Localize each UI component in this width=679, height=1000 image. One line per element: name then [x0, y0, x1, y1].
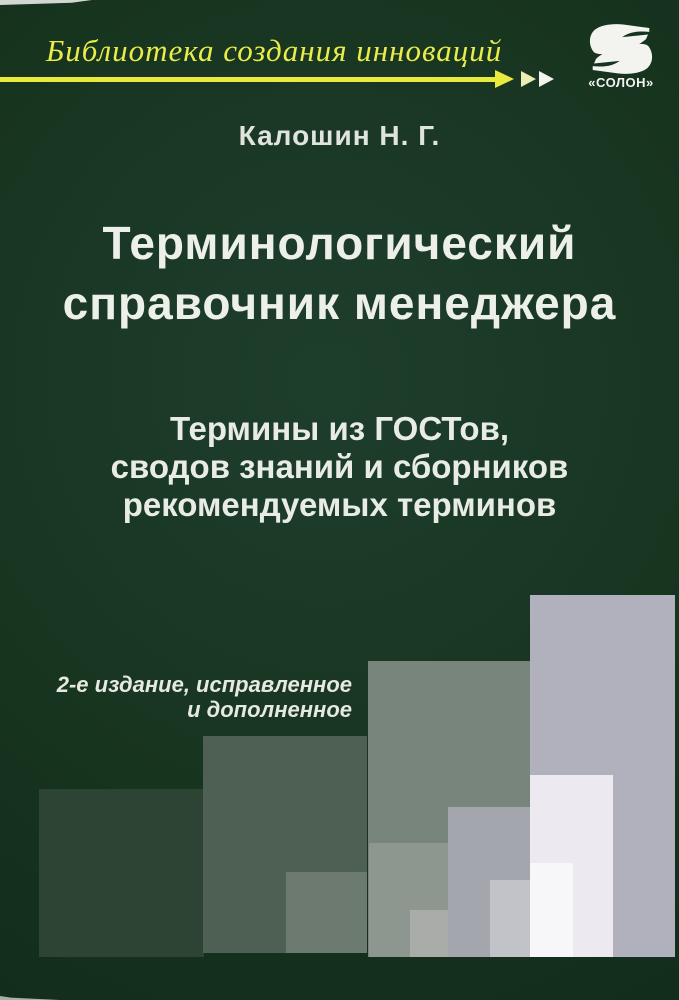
- stair-overlay-4b: [530, 863, 573, 957]
- stair-overlay-1: [286, 872, 367, 953]
- solon-s-icon: [588, 24, 654, 74]
- stair-overlay-2b: [410, 910, 448, 957]
- stair-overlay-3b: [490, 880, 530, 957]
- subtitle-line-1: Термины из ГОСТов,: [169, 410, 510, 447]
- subtitle-line-3: рекомендуемых терминов: [122, 486, 557, 523]
- title-line-1: Терминологический: [102, 217, 577, 269]
- subtitle-line-2: сводов знаний и сборников: [110, 448, 569, 485]
- scan-artifact-bottom-left: [0, 996, 60, 1000]
- arrow-triangle-icon: [521, 71, 536, 87]
- yellow-arrow-line: [0, 77, 497, 82]
- stair-panel-1: [39, 789, 204, 957]
- edition-line-2: и дополненное: [187, 697, 352, 722]
- edition-line-1: 2-е издание, исправленное: [56, 672, 352, 697]
- title-line-2: справочник менеджера: [62, 277, 617, 329]
- arrow-triangle-icon: [539, 71, 554, 87]
- yellow-arrow-head-icon: [495, 70, 514, 88]
- book-subtitle: [0, 410, 679, 524]
- publisher-logo: [584, 24, 658, 90]
- book-title: [0, 213, 679, 333]
- edition-note: [22, 672, 352, 722]
- scan-artifact-top-left: [0, 0, 92, 5]
- author-name: Калошин Н. Г.: [238, 120, 441, 151]
- series-title: Библиотека создания инноваций: [46, 33, 503, 68]
- publisher-name: «СОЛОН»: [588, 75, 654, 90]
